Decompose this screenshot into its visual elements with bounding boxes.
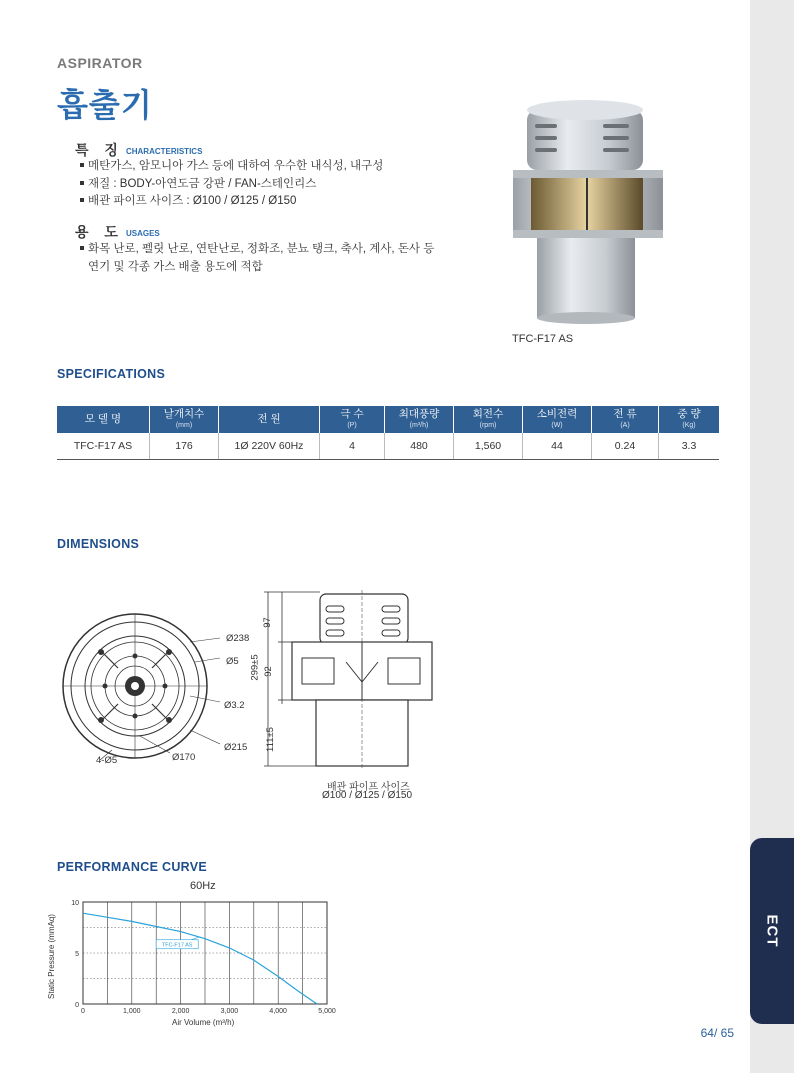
photo-caption: TFC-F17 AS — [512, 333, 574, 345]
spec-cell: 176 — [150, 433, 219, 460]
spec-col-header: 날개치수 (mm) — [150, 406, 219, 433]
feature-item: 재질 : BODY-아연도금 강판 / FAN-스테인리스 — [80, 175, 316, 193]
side-view-drawing — [258, 586, 444, 772]
dim-h111: 111±5 — [264, 727, 276, 752]
y-tick-label: 5 — [75, 951, 79, 958]
spec-col-header: 소비전력 (W) — [523, 406, 592, 433]
performance-chart — [60, 894, 350, 1016]
pipe-size-label: 배관 파이프 사이즈 — [327, 782, 410, 793]
spec-table — [57, 406, 719, 460]
spec-cell: 0.24 — [592, 433, 659, 460]
dim-d32: Ø3.2 — [224, 700, 245, 711]
spec-col-header: 전 류 (A) — [592, 406, 659, 433]
page-number: 64/ 65 — [700, 1026, 734, 1040]
series-label: TFC-F17 AS — [161, 942, 193, 949]
usages-heading-ko: 용 도 — [75, 224, 124, 240]
x-tick-label: 2,000 — [171, 1008, 190, 1015]
section-tab[interactable] — [750, 838, 794, 1024]
series-line — [83, 913, 317, 1004]
top-view-drawing — [60, 610, 220, 770]
category-subtitle: ASPIRATOR — [57, 55, 143, 71]
usage-item-cont: 연기 및 각종 가스 배출 용도에 적합 — [88, 261, 263, 273]
spec-cell: 1Ø 220V 60Hz — [219, 433, 320, 460]
features-heading-ko: 특 징 — [75, 142, 124, 158]
page-title: 흡출기 — [57, 87, 153, 123]
y-tick-label: 10 — [71, 900, 79, 907]
dim-d215: Ø215 — [224, 742, 248, 753]
spec-col-header: 전 원 — [219, 406, 320, 433]
spec-table-header — [57, 406, 719, 433]
chart-ylabel: Static Pressure (mmAq) — [46, 914, 56, 999]
spec-col-header: 최대풍량 (m³/h) — [385, 406, 454, 433]
dim-d5: Ø5 — [226, 656, 239, 667]
chart-freq: 60Hz — [190, 880, 216, 892]
specifications-heading: SPECIFICATIONS — [57, 367, 166, 381]
performance-heading: PERFORMANCE CURVE — [57, 860, 208, 874]
x-tick-label: 0 — [81, 1008, 85, 1015]
x-tick-label: 1,000 — [123, 1008, 141, 1015]
spec-col-header: 중 량 (Kg) — [659, 406, 720, 433]
dim-holes: 4-Ø5 — [96, 755, 118, 766]
usages-heading — [75, 222, 160, 242]
dim-h97: 97 — [261, 617, 273, 628]
dim-d238: Ø238 — [226, 633, 250, 644]
features-heading-en: CHARACTERISTICS — [125, 146, 203, 156]
chart-xlabel: Air Volume (m³/h) — [172, 1018, 235, 1027]
dimensions-heading: DIMENSIONS — [57, 537, 140, 551]
dim-d170: Ø170 — [172, 752, 196, 763]
spec-col-header: 극 수 (P) — [320, 406, 385, 433]
section-tab-label: ECT — [763, 914, 781, 948]
spec-col-header: 회전수 (rpm) — [454, 406, 523, 433]
usages-heading-en: USAGES — [125, 228, 160, 238]
pipe-size-values: Ø100 / Ø125 / Ø150 — [322, 790, 413, 801]
spec-cell: 1,560 — [454, 433, 523, 460]
spec-col-header: 모 델 명 — [57, 406, 150, 433]
x-tick-label: 5,000 — [318, 1008, 336, 1015]
x-tick-label: 4,000 — [269, 1008, 287, 1015]
feature-item: 배관 파이프 사이즈 : Ø100 / Ø125 / Ø150 — [80, 192, 296, 210]
usage-item: 화목 난로, 펠릿 난로, 연탄난로, 정화조, 분뇨 탱크, 축사, 계사, 돈사 등 — [80, 240, 434, 258]
spec-cell: 480 — [385, 433, 454, 460]
table-row — [57, 433, 719, 460]
spec-cell: TFC-F17 AS — [57, 433, 150, 460]
spec-cell: 44 — [523, 433, 592, 460]
y-tick-label: 0 — [75, 1002, 79, 1009]
dim-h299: 299±5 — [249, 654, 261, 681]
feature-item: 메탄가스, 암모니아 가스 등에 대하여 우수한 내식성, 내구성 — [80, 157, 383, 175]
series-label-leader — [191, 937, 200, 940]
x-tick-label: 3,000 — [220, 1008, 239, 1015]
spec-cell: 3.3 — [659, 433, 720, 460]
dim-h92: 92 — [262, 666, 274, 677]
product-photo — [505, 98, 675, 328]
spec-cell: 4 — [320, 433, 385, 460]
